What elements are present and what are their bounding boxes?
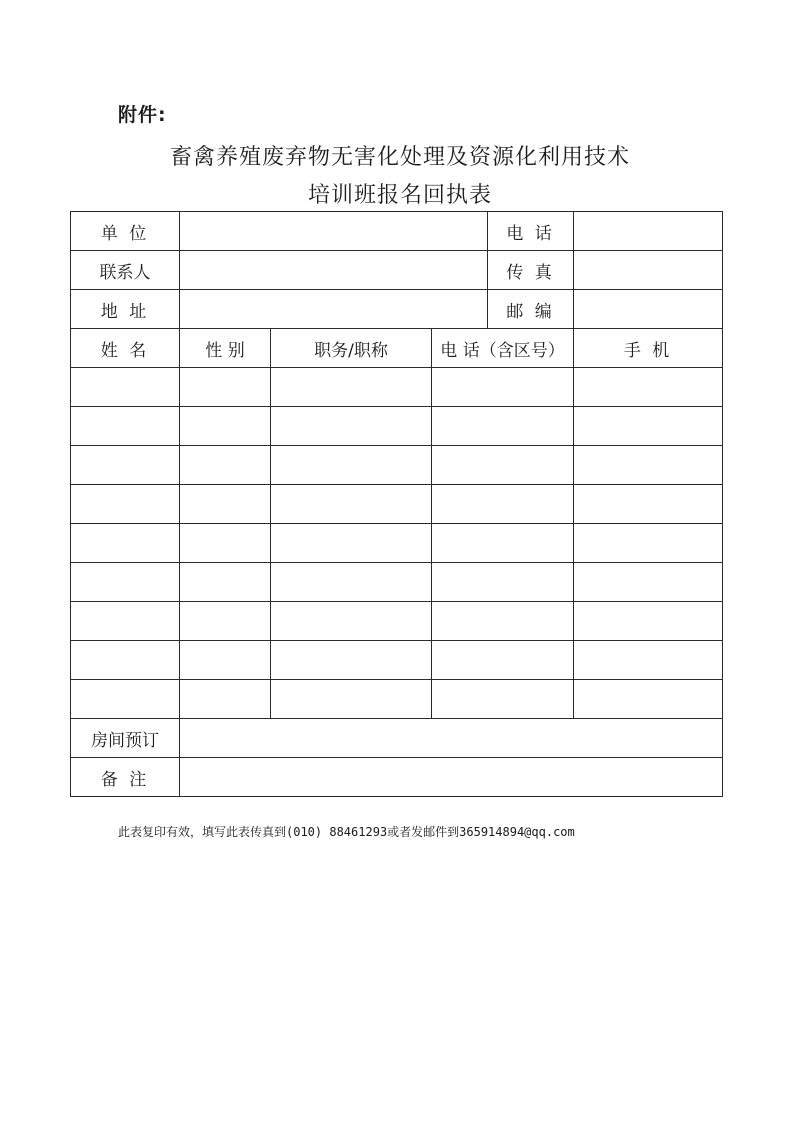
- title-cell[interactable]: [271, 524, 432, 563]
- room-booking-row: [71, 719, 723, 758]
- title-cell[interactable]: [271, 368, 432, 407]
- name-cell[interactable]: [71, 602, 180, 641]
- registration-table: [70, 211, 723, 797]
- gender-cell[interactable]: [180, 602, 271, 641]
- name-cell[interactable]: [71, 368, 180, 407]
- name-cell[interactable]: [71, 641, 180, 680]
- col-phone-header: 电 话（含区号）: [432, 329, 574, 368]
- phone-cell[interactable]: [432, 368, 574, 407]
- mobile-cell[interactable]: [574, 524, 723, 563]
- address-field[interactable]: [180, 290, 488, 329]
- attendee-row: [71, 368, 723, 407]
- attendee-row: [71, 407, 723, 446]
- remarks-row: [71, 758, 723, 797]
- attendee-row: [71, 446, 723, 485]
- room-booking-field[interactable]: [180, 719, 723, 758]
- gender-cell[interactable]: [180, 563, 271, 602]
- phone-cell[interactable]: [432, 407, 574, 446]
- gender-cell[interactable]: [180, 368, 271, 407]
- remarks-field[interactable]: [180, 758, 723, 797]
- mobile-cell[interactable]: [574, 446, 723, 485]
- phone-cell[interactable]: [432, 563, 574, 602]
- form-title-line1: 畜禽养殖废弃物无害化处理及资源化利用技术: [169, 145, 630, 170]
- contact-field[interactable]: [180, 251, 488, 290]
- contact-row: [71, 251, 723, 290]
- title-cell[interactable]: [271, 680, 432, 719]
- name-cell[interactable]: [71, 563, 180, 602]
- contact-label: 联系人: [71, 251, 180, 290]
- phone-cell[interactable]: [432, 485, 574, 524]
- name-cell[interactable]: [71, 446, 180, 485]
- postcode-field[interactable]: [574, 290, 723, 329]
- title-cell[interactable]: [271, 446, 432, 485]
- unit-label: 单 位: [71, 212, 180, 251]
- address-row: [71, 290, 723, 329]
- unit-row: [71, 212, 723, 251]
- gender-cell[interactable]: [180, 641, 271, 680]
- title-cell[interactable]: [271, 407, 432, 446]
- attendee-row: [71, 602, 723, 641]
- name-cell[interactable]: [71, 407, 180, 446]
- phone-cell[interactable]: [432, 524, 574, 563]
- attendee-row: [71, 680, 723, 719]
- remarks-label: 备 注: [71, 758, 180, 797]
- footer-note: 此表复印有效，填写此表传真到(010) 88461293或者发邮件到365914894@qq.com: [118, 825, 575, 839]
- phone-field[interactable]: [574, 212, 723, 251]
- phone-cell[interactable]: [432, 446, 574, 485]
- mobile-cell[interactable]: [574, 641, 723, 680]
- gender-cell[interactable]: [180, 680, 271, 719]
- attachment-label: 附件:: [118, 104, 167, 126]
- gender-cell[interactable]: [180, 446, 271, 485]
- col-gender-header: 性 别: [180, 329, 271, 368]
- mobile-cell[interactable]: [574, 407, 723, 446]
- title-cell[interactable]: [271, 485, 432, 524]
- form-title-line2: 培训班报名回执表: [307, 183, 492, 208]
- phone-cell[interactable]: [432, 641, 574, 680]
- name-cell[interactable]: [71, 524, 180, 563]
- name-cell[interactable]: [71, 680, 180, 719]
- attendee-header-row: [71, 329, 723, 368]
- col-mobile-header: 手 机: [574, 329, 723, 368]
- address-label: 地 址: [71, 290, 180, 329]
- col-name-header: 姓 名: [71, 329, 180, 368]
- mobile-cell[interactable]: [574, 368, 723, 407]
- mobile-cell[interactable]: [574, 485, 723, 524]
- mobile-cell[interactable]: [574, 602, 723, 641]
- mobile-cell[interactable]: [574, 680, 723, 719]
- fax-label: 传 真: [488, 251, 574, 290]
- title-cell[interactable]: [271, 563, 432, 602]
- attendee-rows: [71, 368, 723, 719]
- phone-label: 电 话: [488, 212, 574, 251]
- attendee-row: [71, 563, 723, 602]
- phone-cell[interactable]: [432, 602, 574, 641]
- gender-cell[interactable]: [180, 524, 271, 563]
- attendee-row: [71, 524, 723, 563]
- gender-cell[interactable]: [180, 407, 271, 446]
- phone-cell[interactable]: [432, 680, 574, 719]
- gender-cell[interactable]: [180, 485, 271, 524]
- mobile-cell[interactable]: [574, 563, 723, 602]
- room-booking-label: 房间预订: [71, 719, 180, 758]
- postcode-label: 邮 编: [488, 290, 574, 329]
- title-cell[interactable]: [271, 602, 432, 641]
- col-title-header: 职务/职称: [271, 329, 432, 368]
- unit-field[interactable]: [180, 212, 488, 251]
- fax-field[interactable]: [574, 251, 723, 290]
- attendee-row: [71, 641, 723, 680]
- name-cell[interactable]: [71, 485, 180, 524]
- title-cell[interactable]: [271, 641, 432, 680]
- attendee-row: [71, 485, 723, 524]
